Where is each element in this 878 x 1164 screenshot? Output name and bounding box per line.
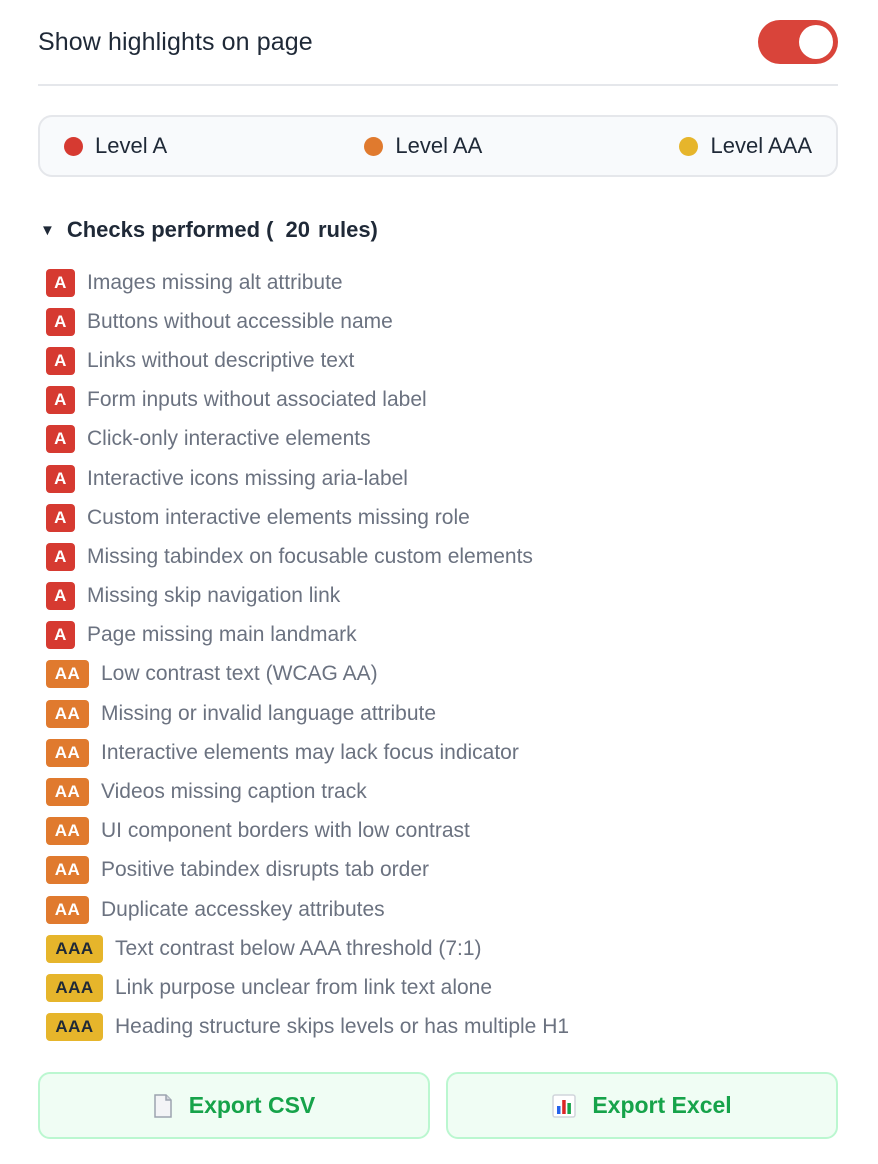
level-badge: A <box>46 621 75 649</box>
export-excel-button[interactable] <box>446 1072 838 1139</box>
rule-text: Links without descriptive text <box>87 348 355 372</box>
checks-summary-suffix: rules) <box>317 217 378 242</box>
rule-text: Duplicate accesskey attributes <box>101 897 385 921</box>
rule-item <box>46 498 838 537</box>
level-badge: A <box>46 269 75 297</box>
level-aaa-dot-icon <box>679 137 698 156</box>
rule-text: Form inputs without associated label <box>87 388 427 412</box>
rule-item <box>46 851 838 890</box>
level-badge: AAA <box>46 935 103 963</box>
rule-text: Page missing main landmark <box>87 623 357 647</box>
level-badge: AAA <box>46 1013 103 1041</box>
rule-item <box>46 812 838 851</box>
level-badge: A <box>46 543 75 571</box>
level-badge: AA <box>46 660 89 688</box>
legend-item-level-a <box>64 133 167 159</box>
level-badge: AA <box>46 739 89 767</box>
legend-label-level-a: Level A <box>95 133 168 158</box>
highlights-toggle-switch[interactable] <box>758 20 838 64</box>
rule-item <box>46 459 838 498</box>
rule-item <box>46 381 838 420</box>
rule-text: Missing or invalid language attribute <box>101 701 437 725</box>
rule-item <box>46 537 838 576</box>
rule-text: Click-only interactive elements <box>87 427 371 451</box>
level-badge: A <box>46 347 75 375</box>
rule-text: Low contrast text (WCAG AA) <box>101 662 378 686</box>
level-badge: A <box>46 308 75 336</box>
checks-summary-prefix: Checks performed ( <box>66 217 274 242</box>
export-csv-label: Export CSV <box>188 1092 316 1118</box>
legend-label-level-aa: Level AA <box>395 133 483 158</box>
disclosure-triangle-icon: ▼ <box>40 221 55 239</box>
highlights-toggle-row <box>38 0 838 86</box>
rule-text: Videos missing caption track <box>101 780 367 804</box>
rule-text: Link purpose unclear from link text alone <box>115 975 493 999</box>
rule-text: Buttons without accessible name <box>87 309 393 333</box>
bar-chart-icon <box>552 1094 576 1118</box>
rules-list <box>38 263 838 1047</box>
level-badge: AA <box>46 700 89 728</box>
level-badge: AA <box>46 896 89 924</box>
rule-text: Custom interactive elements missing role <box>87 505 470 529</box>
level-badge: AA <box>46 817 89 845</box>
level-legend <box>38 115 838 177</box>
legend-item-level-aaa <box>679 133 812 159</box>
checks-summary-toggle[interactable] <box>38 217 838 243</box>
rule-item <box>46 655 838 694</box>
rule-text: Positive tabindex disrupts tab order <box>101 858 430 882</box>
level-badge: AA <box>46 778 89 806</box>
level-badge: A <box>46 386 75 414</box>
export-buttons <box>38 1072 838 1139</box>
checks-rule-count: 20 <box>285 217 310 242</box>
rule-item <box>46 929 838 968</box>
legend-item-level-aa <box>364 133 482 159</box>
rule-item <box>46 616 838 655</box>
level-badge: A <box>46 582 75 610</box>
rule-text: Interactive icons missing aria-label <box>87 466 408 490</box>
rule-text: Missing tabindex on focusable custom elements <box>87 544 533 568</box>
level-aa-dot-icon <box>364 137 383 156</box>
rule-text: Images missing alt attribute <box>87 270 343 294</box>
rule-text: Missing skip navigation link <box>87 584 341 608</box>
rule-item <box>46 420 838 459</box>
level-badge: A <box>46 465 75 493</box>
rule-item <box>46 694 838 733</box>
rule-item <box>46 733 838 772</box>
toggle-knob <box>799 25 833 59</box>
rule-text: Heading structure skips levels or has multiple H1 <box>115 1015 570 1039</box>
export-csv-button[interactable] <box>38 1072 430 1139</box>
level-badge: AA <box>46 856 89 884</box>
export-excel-label: Export Excel <box>592 1092 732 1118</box>
rule-text: UI component borders with low contrast <box>101 819 470 843</box>
legend-label-level-aaa: Level AAA <box>710 133 812 158</box>
rule-item <box>46 772 838 811</box>
rule-item <box>46 890 838 929</box>
rule-item <box>46 341 838 380</box>
rule-item <box>46 302 838 341</box>
rule-item <box>46 577 838 616</box>
level-badge: A <box>46 425 75 453</box>
rule-item <box>46 263 838 302</box>
rule-text: Text contrast below AAA threshold (7:1) <box>115 936 482 960</box>
level-badge: A <box>46 504 75 532</box>
level-a-dot-icon <box>64 137 83 156</box>
level-badge: AAA <box>46 974 103 1002</box>
document-icon <box>153 1094 173 1118</box>
rule-text: Interactive elements may lack focus indicator <box>101 740 519 764</box>
highlights-toggle-label: Show highlights on page <box>38 27 313 56</box>
rule-item <box>46 1008 838 1047</box>
rule-item <box>46 968 838 1007</box>
